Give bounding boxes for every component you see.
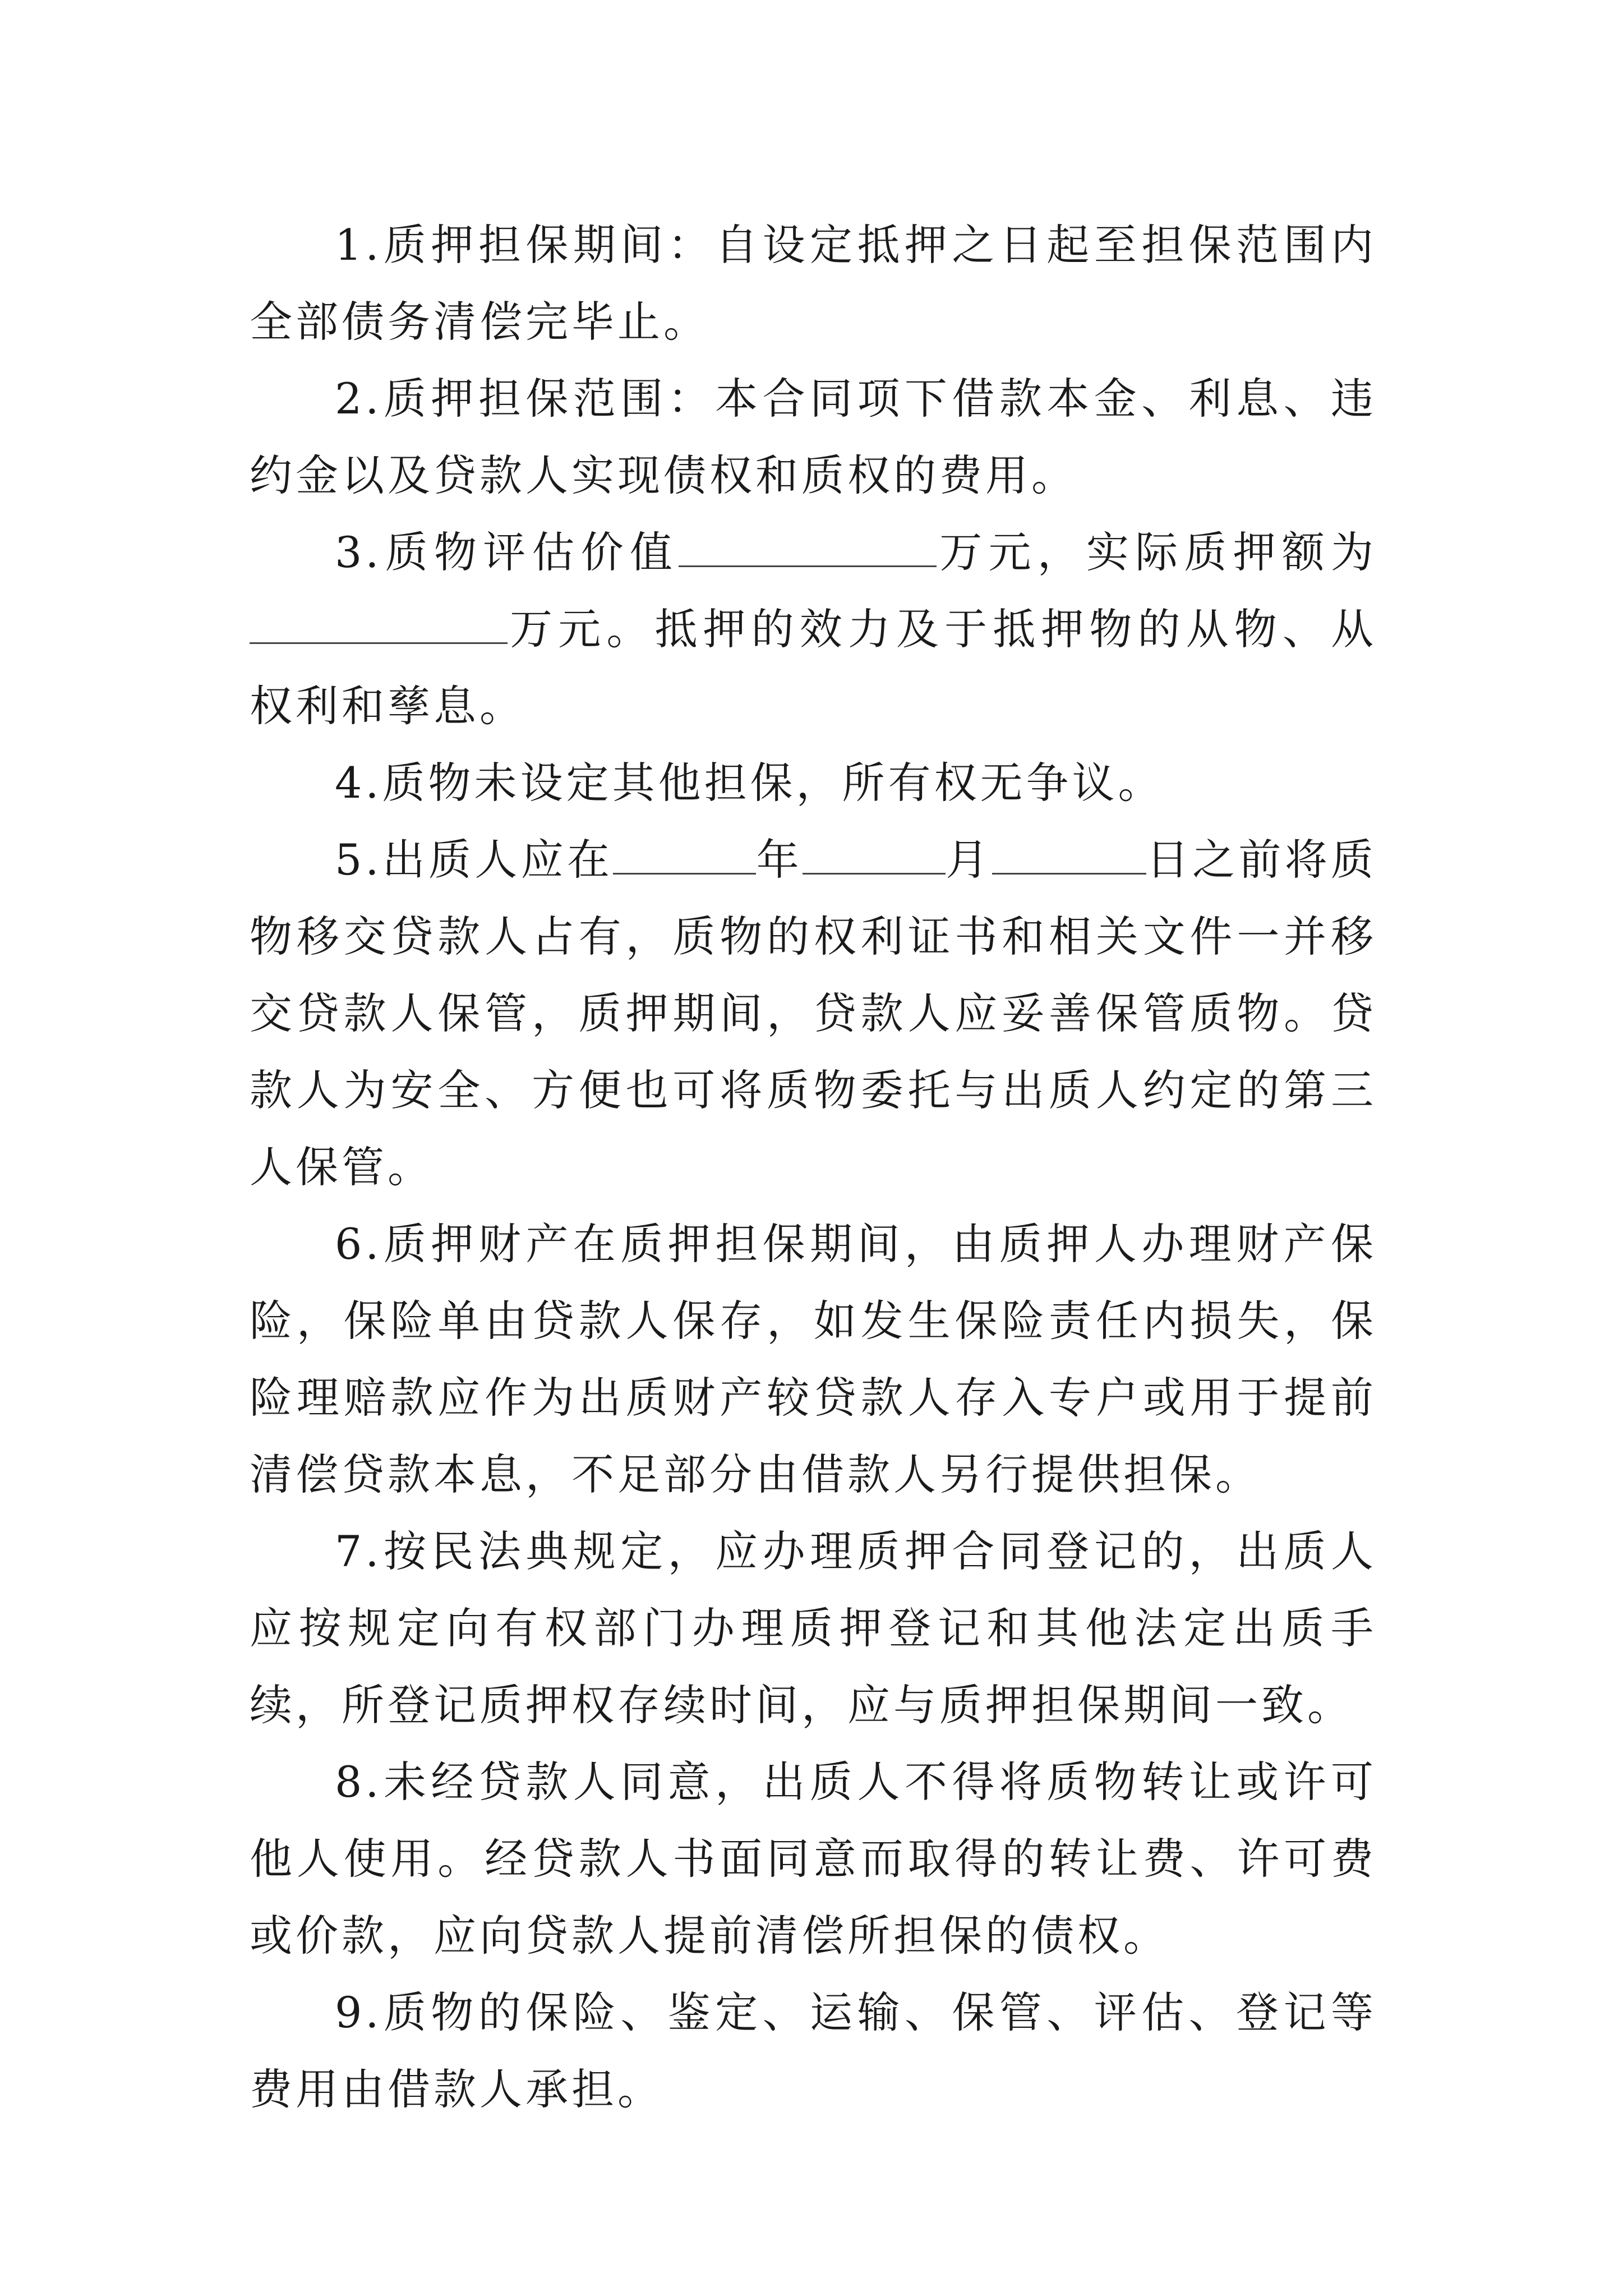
pledge-amount-blank[interactable] (250, 603, 508, 644)
clause-4-text: 4.质物未设定其他担保，所有权无争议。 (335, 758, 1164, 808)
month-blank[interactable] (803, 834, 946, 875)
clause-6-text: 6.质押财产在质押担保期间，由质押人办理财产保险，保险单由贷款人保存，如发生保险责任内损失，保险理赔款应作为出质财产较贷款人存入专户或用于提前清偿贷款本息，不足部分由借款人另行提供担保。 (250, 1219, 1377, 1499)
clause-9-text: 9.质物的保险、鉴定、运输、保管、评估、登记等费用由借款人承担。 (250, 1987, 1377, 2114)
clause-5-text-b: 日之前将质物移交贷款人占有，质物的权利证书和相关文件一并移交贷款人保管，质押期间，贷款人应妥善保管质物。贷款人为安全、方便也可将质物委托与出质人约定的第三人保管。 (250, 835, 1377, 1192)
year-label: 年 (756, 835, 803, 885)
day-blank[interactable] (992, 834, 1146, 875)
clause-7 (250, 1513, 1377, 1743)
year-blank[interactable] (613, 834, 756, 875)
clause-5-text-a: 5.出质人应在 (335, 835, 614, 885)
clause-8 (250, 1743, 1377, 1974)
clause-8-text: 8.未经贷款人同意，出质人不得将质物转让或许可他人使用。经贷款人书面同意而取得的转让费、许可费或价款，应向贷款人提前清偿所担保的债权。 (250, 1757, 1377, 1961)
clause-4 (250, 744, 1377, 821)
clause-3-text-c: 万元。抵押的效力及于抵押物的从物、从权利和孳息。 (250, 604, 1377, 731)
appraised-value-blank[interactable] (679, 526, 937, 567)
clause-3-text-b: 万元，实际质押额为 (937, 527, 1377, 577)
clause-3-text-a: 3.质物评估价值 (335, 527, 679, 577)
clause-6 (250, 1205, 1377, 1513)
clause-1-text: 1.质押担保期间：自设定抵押之日起至担保范围内全部债务清偿完毕止。 (250, 220, 1377, 347)
clause-9 (250, 1974, 1377, 2128)
clause-2-text: 2.质押担保范围：本合同项下借款本金、利息、违约金以及贷款人实现债权和质权的费用。 (250, 374, 1377, 500)
clause-2 (250, 360, 1377, 514)
contract-clauses (250, 206, 1377, 2128)
clause-3 (250, 514, 1377, 744)
month-label: 月 (945, 835, 992, 885)
clause-7-text: 7.按民法典规定，应办理质押合同登记的，出质人应按规定向有权部门办理质押登记和其他法定出质手续，所登记质押权存续时间，应与质押担保期间一致。 (250, 1526, 1377, 1730)
clause-5 (250, 821, 1377, 1205)
clause-1 (250, 206, 1377, 360)
